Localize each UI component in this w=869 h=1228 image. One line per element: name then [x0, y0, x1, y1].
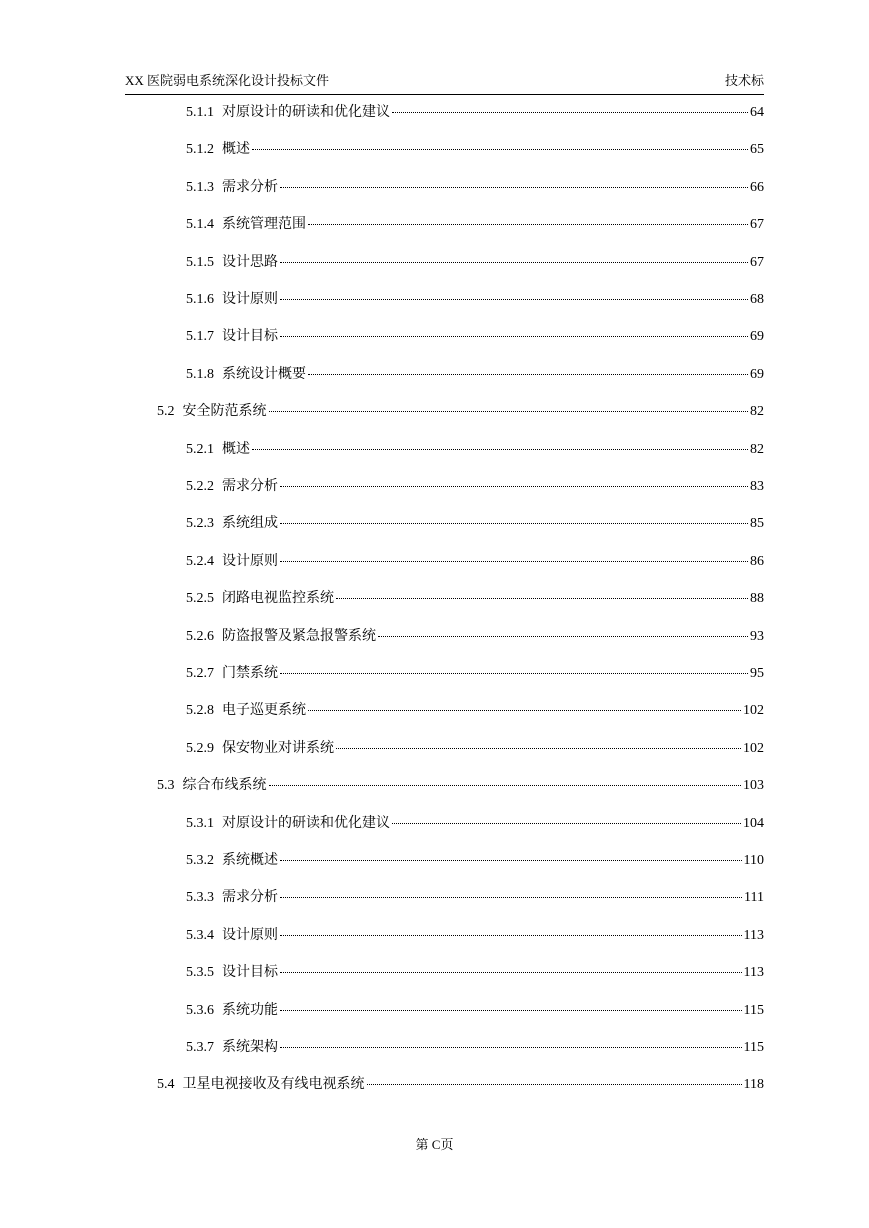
toc-entry-number: 5.2.2 — [186, 479, 214, 494]
toc-entry-title: 系统管理范围 — [222, 217, 306, 233]
toc-entry-number: 5.3.2 — [186, 853, 214, 868]
toc-entry-number: 5.1.5 — [186, 254, 214, 270]
toc-entry-page: 115 — [743, 1002, 764, 1018]
toc-entry[interactable] — [186, 888, 764, 908]
toc-entry[interactable] — [186, 1038, 764, 1058]
toc-entry-title: 设计目标 — [222, 965, 278, 981]
toc-dot-leader — [308, 223, 748, 225]
toc-entry-title: 系统架构 — [222, 1040, 278, 1055]
toc-entry-page: 88 — [750, 591, 764, 607]
toc-entry-page: 67 — [750, 217, 764, 233]
toc-entry-page: 69 — [750, 329, 764, 345]
toc-entry-title: 需求分析 — [222, 179, 278, 195]
toc-entry-number: 5.1.3 — [186, 179, 214, 195]
toc-entry[interactable] — [186, 627, 764, 647]
toc-entry-number: 5.3.5 — [186, 965, 214, 981]
toc-dot-leader — [280, 485, 748, 487]
toc-entry-page: 102 — [743, 740, 764, 756]
toc-entry-page: 93 — [750, 628, 764, 644]
toc-entry-number: 5.4 — [157, 1077, 175, 1093]
toc-entry[interactable] — [186, 514, 764, 534]
toc-entry-number: 5.2.8 — [186, 703, 214, 719]
toc-entry[interactable] — [186, 365, 764, 385]
toc-entry-title: 闭路电视监控系统 — [222, 591, 334, 607]
page-header — [125, 72, 764, 95]
toc-entry[interactable] — [186, 140, 764, 160]
toc-entry-number: 5.2.4 — [186, 553, 214, 569]
toc-entry-title: 门禁系统 — [222, 666, 278, 681]
toc-entry-title: 综合布线系统 — [182, 778, 267, 794]
toc-entry-title: 设计思路 — [222, 254, 278, 270]
toc-entry-title: 保安物业对讲系统 — [222, 740, 334, 756]
toc-entry[interactable] — [186, 290, 764, 310]
toc-entry-title: 系统功能 — [222, 1002, 278, 1018]
toc-entry[interactable] — [186, 440, 764, 460]
toc-entry-number: 5.3.3 — [186, 890, 214, 906]
toc-entry[interactable] — [157, 776, 764, 796]
toc-entry-page: 110 — [743, 853, 764, 868]
toc-dot-leader — [269, 410, 749, 412]
toc-entry-page: 111 — [744, 890, 764, 906]
toc-dot-leader — [367, 1083, 742, 1085]
toc-entry-title: 系统设计概要 — [222, 366, 306, 382]
toc-entry-title: 设计原则 — [222, 292, 278, 307]
toc-entry-title: 安全防范系统 — [182, 404, 267, 420]
toc-entry-page: 82 — [750, 441, 764, 457]
toc-entry-number: 5.1.1 — [186, 105, 214, 120]
toc-dot-leader — [308, 709, 741, 711]
toc-dot-leader — [336, 747, 741, 749]
toc-dot-leader — [280, 335, 748, 337]
toc-entry-number: 5.2.9 — [186, 740, 214, 756]
toc-dot-leader — [392, 111, 748, 113]
toc-entry[interactable] — [186, 477, 764, 497]
toc-dot-leader — [252, 148, 748, 150]
toc-entry[interactable] — [186, 926, 764, 946]
toc-dot-leader — [392, 822, 741, 824]
toc-entry-number: 5.2.1 — [186, 441, 214, 457]
toc-entry-number: 5.2 — [157, 404, 175, 420]
page-footer — [0, 1136, 869, 1154]
toc-entry-number: 5.2.7 — [186, 666, 214, 681]
toc-entry-page: 104 — [743, 815, 764, 831]
toc-dot-leader — [280, 971, 742, 973]
toc-entry[interactable] — [186, 103, 764, 123]
toc-entry[interactable] — [186, 851, 764, 871]
toc-entry[interactable] — [186, 1001, 764, 1021]
toc-entry-page: 113 — [743, 965, 764, 981]
toc-entry-title: 需求分析 — [222, 479, 278, 494]
toc-entry-page: 82 — [750, 404, 764, 420]
toc-entry-title: 防盗报警及紧急报警系统 — [222, 628, 376, 644]
toc-entry-page: 65 — [750, 142, 764, 158]
toc-dot-leader — [280, 261, 748, 263]
toc-entry-page: 102 — [743, 703, 764, 719]
toc-entry-number: 5.1.7 — [186, 329, 214, 345]
toc-dot-leader — [252, 448, 748, 450]
toc-entry-title: 系统组成 — [222, 516, 278, 532]
toc-entry[interactable] — [186, 253, 764, 273]
toc-entry-title: 需求分析 — [222, 890, 278, 906]
toc-entry-number: 5.1.4 — [186, 217, 214, 233]
toc-dot-leader — [280, 934, 742, 936]
toc-entry-title: 概述 — [222, 142, 250, 158]
toc-entry-page: 67 — [750, 254, 764, 270]
toc-dot-leader — [378, 635, 748, 637]
toc-entry[interactable] — [186, 739, 764, 759]
toc-entry-title: 对原设计的研读和优化建议 — [222, 105, 390, 120]
toc-entry[interactable] — [186, 664, 764, 684]
toc-entry-page: 69 — [750, 366, 764, 382]
toc-dot-leader — [280, 1009, 742, 1011]
toc-entry-title: 系统概述 — [222, 853, 278, 868]
toc-entry[interactable] — [186, 963, 764, 983]
toc-entry-title: 设计原则 — [222, 927, 278, 943]
toc-dot-leader — [280, 896, 742, 898]
toc-dot-leader — [280, 522, 748, 524]
toc-dot-leader — [280, 298, 748, 300]
toc-dot-leader — [269, 784, 742, 786]
toc-entry-title: 对原设计的研读和优化建议 — [222, 815, 390, 831]
toc-entry-title: 设计原则 — [222, 553, 278, 569]
toc-entry-number: 5.1.8 — [186, 366, 214, 382]
toc-entry-number: 5.1.6 — [186, 292, 214, 307]
toc-entry-number: 5.3.7 — [186, 1040, 214, 1055]
toc-entry-title: 概述 — [222, 441, 250, 457]
toc-entry[interactable] — [157, 1075, 764, 1095]
toc-entry[interactable] — [186, 589, 764, 609]
toc-dot-leader — [308, 373, 748, 375]
header-document-title: XX 医院弱电系统深化设计投标文件 — [125, 73, 330, 88]
toc-entry[interactable] — [186, 814, 764, 834]
toc-entry-number: 5.1.2 — [186, 142, 214, 158]
toc-entry-page: 64 — [750, 105, 764, 120]
toc-dot-leader — [280, 859, 742, 861]
toc-entry-page: 115 — [743, 1040, 764, 1055]
toc-entry-page: 85 — [750, 516, 764, 532]
toc-entry-title: 卫星电视接收及有线电视系统 — [182, 1077, 365, 1093]
toc-dot-leader — [280, 1046, 742, 1048]
toc-entry-title: 电子巡更系统 — [222, 703, 306, 719]
toc-entry[interactable] — [186, 552, 764, 572]
toc-entry-number: 5.3.1 — [186, 815, 214, 831]
toc-entry-page: 95 — [750, 666, 764, 681]
header-section-label: 技术标 — [724, 73, 764, 88]
toc-entry[interactable] — [186, 215, 764, 235]
toc-entry-number: 5.2.6 — [186, 628, 214, 644]
toc-entry-page: 68 — [750, 292, 764, 307]
toc-dot-leader — [336, 597, 748, 599]
toc-entry[interactable] — [186, 701, 764, 721]
toc-entry-number: 5.3.4 — [186, 927, 214, 943]
toc-entry[interactable] — [186, 178, 764, 198]
toc-entry-page: 113 — [743, 927, 764, 943]
toc-entry-number: 5.2.5 — [186, 591, 214, 607]
toc-entry-number: 5.3.6 — [186, 1002, 214, 1018]
toc-entry-page: 83 — [750, 479, 764, 494]
toc-entry-page: 86 — [750, 553, 764, 569]
toc-entry[interactable] — [186, 327, 764, 347]
toc-entry-page: 118 — [743, 1077, 764, 1093]
page-number: 第 C页 — [415, 1137, 454, 1152]
toc-entry[interactable] — [157, 402, 764, 422]
toc-dot-leader — [280, 672, 748, 674]
toc-entry-number: 5.2.3 — [186, 516, 214, 532]
toc-entry-number: 5.3 — [157, 778, 175, 794]
toc-entry-page: 103 — [743, 778, 764, 794]
toc-entry-page: 66 — [750, 179, 764, 195]
toc-dot-leader — [280, 186, 748, 188]
toc-entry-title: 设计目标 — [222, 329, 278, 345]
toc-dot-leader — [280, 560, 748, 562]
